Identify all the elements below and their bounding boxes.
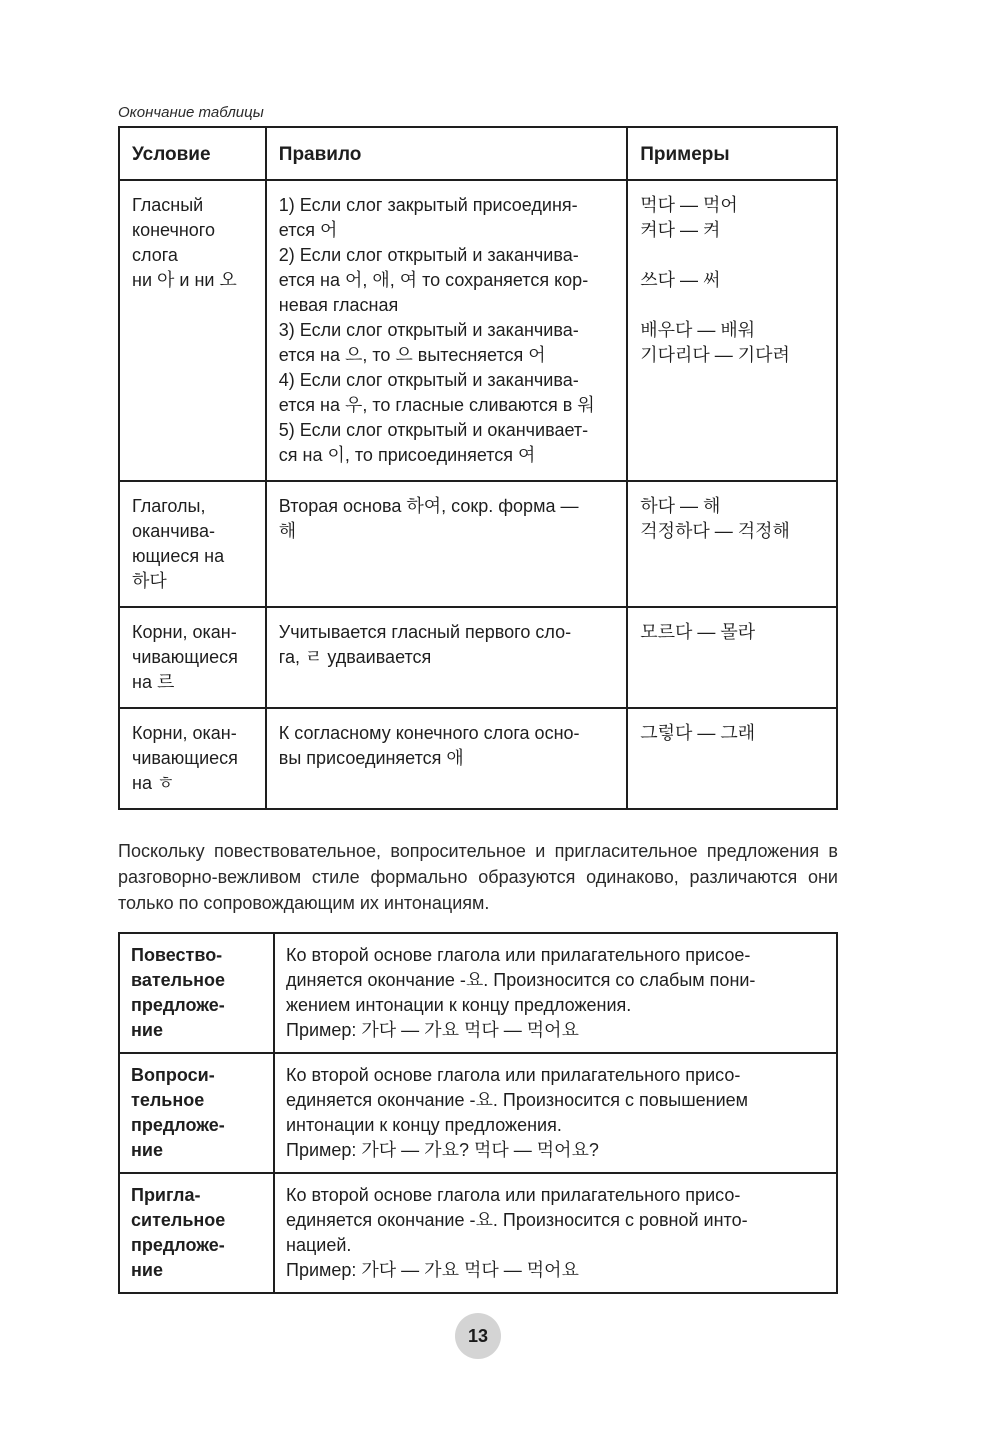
text-line: 1) Если слог закрытый присоединя- bbox=[278, 195, 578, 215]
text-line: ние bbox=[131, 1020, 163, 1040]
example-line: Пример: 가다 — 가요 먹다 — 먹어요 bbox=[286, 1020, 579, 1040]
text-line: 5) Если слог открытый и оканчивает- bbox=[278, 420, 589, 440]
sentence-type-cell bbox=[119, 933, 274, 1053]
text-line: Пригла- bbox=[131, 1185, 201, 1205]
text-line: 해 bbox=[278, 521, 297, 541]
text-line: ся на 이, то присоединяется 여 bbox=[278, 445, 536, 465]
condition-cell bbox=[119, 607, 266, 708]
table-header-row bbox=[119, 127, 837, 180]
text-line: на ㅎ bbox=[132, 773, 175, 793]
header-rule: Правило bbox=[266, 127, 627, 180]
examples-cell bbox=[627, 481, 837, 607]
text-line: Учитывается гласный первого сло- bbox=[278, 622, 572, 642]
table-row bbox=[119, 933, 837, 1053]
header-condition: Условие bbox=[119, 127, 266, 180]
table-row bbox=[119, 1173, 837, 1293]
text-line: оканчива- bbox=[132, 521, 216, 541]
text-line: Повество- bbox=[131, 945, 223, 965]
text-line: ется на 우, то гласные сливаются в 워 bbox=[278, 395, 595, 415]
text-line: ние bbox=[131, 1260, 163, 1280]
body-paragraph: Поскольку повествовательное, вопросительное и пригласительное предложения в разговорно-вежливом стиле формально образуются одинаково, различаются они только по сопровождающим их интонациям. bbox=[118, 841, 838, 913]
text-line: 4) Если слог открытый и заканчива- bbox=[278, 370, 579, 390]
text-line: Вопроси- bbox=[131, 1065, 215, 1085]
sentence-type-cell bbox=[119, 1053, 274, 1173]
text-line: ется на 어, 애, 여 то сохраняется кор- bbox=[278, 270, 589, 290]
text-line: 3) Если слог открытый и заканчива- bbox=[278, 320, 579, 340]
example-line: 기다리다 — 기다려 bbox=[640, 345, 790, 365]
text-line: предложе- bbox=[131, 1115, 225, 1135]
example-line: 쓰다 — 써 bbox=[640, 270, 721, 290]
text-line: 하다 bbox=[132, 571, 167, 591]
text-line: Глаголы, bbox=[132, 496, 206, 516]
table-row bbox=[119, 1053, 837, 1173]
text-line: жением интонации к концу предложения. bbox=[286, 995, 632, 1015]
text-line: Гласный bbox=[132, 195, 204, 215]
text-line: Корни, окан- bbox=[132, 723, 237, 743]
example-line: 배우다 — 배워 bbox=[640, 320, 756, 340]
description-cell bbox=[274, 1173, 837, 1293]
example-line: 하다 — 해 bbox=[640, 496, 721, 516]
example-line: Пример: 가다 — 가요? 먹다 — 먹어요? bbox=[286, 1140, 599, 1160]
table-row bbox=[119, 607, 837, 708]
example-line: 그렇다 — 그래 bbox=[640, 723, 756, 743]
condition-cell bbox=[119, 481, 266, 607]
text-line: чивающиеся bbox=[132, 647, 238, 667]
example-line: 모르다 — 몰라 bbox=[640, 622, 756, 642]
header-examples: Примеры bbox=[627, 127, 837, 180]
text-line: единяется окончание -요. Произносится с повышением bbox=[286, 1090, 749, 1110]
text-line: чивающиеся bbox=[132, 748, 238, 768]
example-line: 걱정하다 — 걱정해 bbox=[640, 521, 790, 541]
examples-cell bbox=[627, 708, 837, 809]
text-line: сительное bbox=[131, 1210, 226, 1230]
text-line: ется 어 bbox=[278, 220, 338, 240]
text-line: предложе- bbox=[131, 1235, 225, 1255]
example-line: 켜다 — 켜 bbox=[640, 220, 721, 240]
spacer bbox=[640, 293, 824, 318]
page-number: 13 bbox=[467, 1325, 489, 1346]
text-line: диняется окончание -요. Произносится со слабым пони- bbox=[286, 970, 756, 990]
text-line: интонации к концу предложения. bbox=[286, 1115, 562, 1135]
text-line: Вторая основа 하여, сокр. форма — bbox=[278, 496, 579, 516]
rule-cell bbox=[266, 607, 627, 708]
conjugation-rules-table bbox=[118, 126, 838, 810]
text-line: тельное bbox=[131, 1090, 205, 1110]
example-line: 먹다 — 먹어 bbox=[640, 195, 738, 215]
text-line: невая гласная bbox=[278, 295, 399, 315]
text-line: вы присоединяется 애 bbox=[278, 748, 464, 768]
sentence-type-cell bbox=[119, 1173, 274, 1293]
text-line: ние bbox=[131, 1140, 163, 1160]
spacer bbox=[640, 243, 824, 268]
text-line: ни 아 и ни 오 bbox=[132, 270, 237, 290]
text-line: 2) Если слог открытый и заканчива- bbox=[278, 245, 579, 265]
table-row bbox=[119, 481, 837, 607]
sentence-types-table bbox=[118, 932, 838, 1294]
page-number-badge bbox=[455, 1313, 501, 1359]
description-cell bbox=[274, 1053, 837, 1173]
text-line: Корни, окан- bbox=[132, 622, 237, 642]
text-line: слога bbox=[132, 245, 178, 265]
text-line: на 르 bbox=[132, 672, 175, 692]
text-line: предложе- bbox=[131, 995, 225, 1015]
text-line: нацией. bbox=[286, 1235, 352, 1255]
example-line: Пример: 가다 — 가요 먹다 — 먹어요 bbox=[286, 1260, 579, 1280]
text-line: единяется окончание -요. Произносится с ровной инто- bbox=[286, 1210, 748, 1230]
description-cell bbox=[274, 933, 837, 1053]
text-line: Ко второй основе глагола или прилагательного присо- bbox=[286, 1185, 741, 1205]
rule-cell bbox=[266, 708, 627, 809]
text-line: вательное bbox=[131, 970, 226, 990]
text-line: ется на 으, то 으 вытесняется 어 bbox=[278, 345, 546, 365]
table-row bbox=[119, 180, 837, 481]
examples-cell bbox=[627, 607, 837, 708]
text-line: К согласному конечного слога осно- bbox=[278, 723, 580, 743]
text-line: конечного bbox=[132, 220, 215, 240]
text-line: га, ㄹ удваивается bbox=[278, 647, 432, 667]
table-continuation-caption: Окончание таблицы bbox=[118, 104, 264, 121]
rule-cell bbox=[266, 481, 627, 607]
text-line: ющиеся на bbox=[132, 546, 225, 566]
table-row bbox=[119, 708, 837, 809]
condition-cell bbox=[119, 180, 266, 481]
rule-cell bbox=[266, 180, 627, 481]
text-line: Ко второй основе глагола или прилагательного присо- bbox=[286, 1065, 741, 1085]
examples-cell bbox=[627, 180, 837, 481]
text-line: Ко второй основе глагола или прилагательного присое- bbox=[286, 945, 751, 965]
condition-cell bbox=[119, 708, 266, 809]
